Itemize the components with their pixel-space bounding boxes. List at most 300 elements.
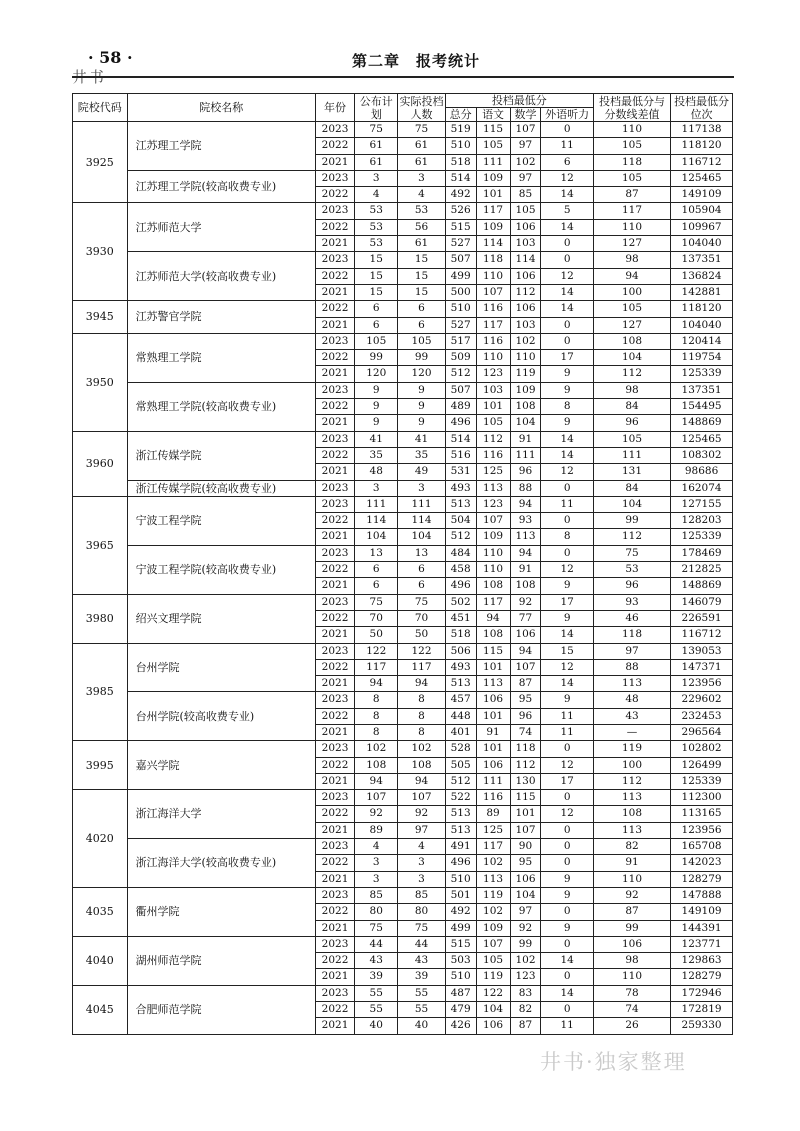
- cell-listening: 0: [541, 1002, 594, 1018]
- cell-plan: 6: [355, 562, 398, 578]
- col-code-header: 院校代码: [73, 94, 128, 122]
- cell-year: 2022: [315, 513, 354, 529]
- table-row: [73, 643, 733, 659]
- cell-diff: 97: [593, 643, 670, 659]
- cell-listening: 9: [541, 415, 594, 431]
- cell-listening: 12: [541, 562, 594, 578]
- cell-math: 94: [510, 643, 541, 659]
- cell-chinese: 106: [476, 692, 510, 708]
- table-row: [73, 594, 733, 610]
- cell-actual: 15: [398, 268, 445, 284]
- school-name: 江苏警官学院: [127, 301, 315, 334]
- cell-chinese: 105: [476, 138, 510, 154]
- cell-year: 2022: [315, 757, 354, 773]
- cell-listening: 0: [541, 790, 594, 806]
- cell-plan: 4: [355, 839, 398, 855]
- cell-plan: 94: [355, 676, 398, 692]
- cell-listening: 0: [541, 969, 594, 985]
- cell-math: 91: [510, 562, 541, 578]
- cell-math: 92: [510, 594, 541, 610]
- cell-actual: 39: [398, 969, 445, 985]
- table-row: [73, 985, 733, 1001]
- cell-chinese: 118: [476, 252, 510, 268]
- cell-actual: 55: [398, 1002, 445, 1018]
- cell-math: 113: [510, 529, 541, 545]
- cell-rank: 125339: [671, 529, 733, 545]
- cell-rank: 147371: [671, 659, 733, 675]
- cell-plan: 111: [355, 496, 398, 512]
- cell-diff: 87: [593, 904, 670, 920]
- cell-plan: 15: [355, 284, 398, 300]
- cell-total: 513: [445, 676, 476, 692]
- cell-diff: 104: [593, 350, 670, 366]
- cell-listening: 17: [541, 350, 594, 366]
- cell-diff: 98: [593, 953, 670, 969]
- cell-rank: 137351: [671, 252, 733, 268]
- cell-actual: 8: [398, 708, 445, 724]
- cell-listening: 0: [541, 333, 594, 349]
- cell-actual: 104: [398, 529, 445, 545]
- cell-listening: 12: [541, 806, 594, 822]
- cell-diff: 112: [593, 773, 670, 789]
- cell-diff: 100: [593, 757, 670, 773]
- cell-actual: 4: [398, 187, 445, 203]
- cell-math: 99: [510, 936, 541, 952]
- cell-chinese: 106: [476, 1018, 510, 1034]
- cell-actual: 44: [398, 936, 445, 952]
- cell-actual: 105: [398, 333, 445, 349]
- cell-actual: 120: [398, 366, 445, 382]
- cell-actual: 40: [398, 1018, 445, 1034]
- cell-year: 2023: [315, 887, 354, 903]
- cell-year: 2022: [315, 855, 354, 871]
- school-code: 3925: [73, 122, 128, 203]
- col-rank-header: 投档最低分位次: [671, 94, 733, 122]
- cell-year: 2021: [315, 236, 354, 252]
- cell-diff: 92: [593, 887, 670, 903]
- cell-plan: 55: [355, 1002, 398, 1018]
- cell-diff: 100: [593, 284, 670, 300]
- cell-diff: 112: [593, 529, 670, 545]
- cell-diff: 48: [593, 692, 670, 708]
- cell-rank: 116712: [671, 627, 733, 643]
- cell-plan: 9: [355, 415, 398, 431]
- cell-plan: 70: [355, 610, 398, 626]
- cell-year: 2023: [315, 692, 354, 708]
- cell-diff: 99: [593, 920, 670, 936]
- cell-chinese: 103: [476, 382, 510, 398]
- cell-chinese: 110: [476, 562, 510, 578]
- cell-actual: 4: [398, 839, 445, 855]
- cell-year: 2023: [315, 545, 354, 561]
- cell-diff: 117: [593, 203, 670, 219]
- cell-year: 2023: [315, 203, 354, 219]
- cell-chinese: 105: [476, 415, 510, 431]
- cell-total: 516: [445, 447, 476, 463]
- cell-diff: 91: [593, 855, 670, 871]
- cell-plan: 50: [355, 627, 398, 643]
- cell-total: 491: [445, 839, 476, 855]
- cell-listening: 12: [541, 464, 594, 480]
- cell-total: 504: [445, 513, 476, 529]
- table-row: [73, 496, 733, 512]
- cell-math: 115: [510, 790, 541, 806]
- cell-year: 2022: [315, 187, 354, 203]
- cell-rank: 259330: [671, 1018, 733, 1034]
- cell-total: 515: [445, 219, 476, 235]
- cell-rank: 123956: [671, 822, 733, 838]
- cell-diff: 78: [593, 985, 670, 1001]
- cell-chinese: 116: [476, 333, 510, 349]
- cell-chinese: 116: [476, 790, 510, 806]
- cell-total: 499: [445, 268, 476, 284]
- cell-rank: 105904: [671, 203, 733, 219]
- cell-year: 2022: [315, 350, 354, 366]
- table-row: [73, 252, 733, 268]
- cell-listening: 0: [541, 904, 594, 920]
- cell-plan: 61: [355, 154, 398, 170]
- cell-math: 106: [510, 268, 541, 284]
- cell-rank: 146079: [671, 594, 733, 610]
- cell-chinese: 117: [476, 594, 510, 610]
- cell-year: 2022: [315, 806, 354, 822]
- school-code: 4035: [73, 887, 128, 936]
- cell-chinese: 101: [476, 399, 510, 415]
- school-name: 浙江传媒学院(较高收费专业): [127, 480, 315, 496]
- cell-plan: 4: [355, 187, 398, 203]
- cell-plan: 107: [355, 790, 398, 806]
- cell-rank: 142881: [671, 284, 733, 300]
- cell-math: 114: [510, 252, 541, 268]
- cell-listening: 9: [541, 887, 594, 903]
- cell-chinese: 117: [476, 203, 510, 219]
- cell-rank: 149109: [671, 904, 733, 920]
- cell-actual: 8: [398, 724, 445, 740]
- cell-math: 112: [510, 284, 541, 300]
- cell-chinese: 107: [476, 284, 510, 300]
- cell-chinese: 108: [476, 578, 510, 594]
- cell-rank: 125339: [671, 366, 733, 382]
- cell-total: 518: [445, 154, 476, 170]
- school-code: 4020: [73, 790, 128, 888]
- school-code: 4040: [73, 936, 128, 985]
- cell-year: 2023: [315, 382, 354, 398]
- cell-plan: 53: [355, 236, 398, 252]
- table-row: [73, 382, 733, 398]
- cell-diff: 105: [593, 431, 670, 447]
- col-name-header: 院校名称: [127, 94, 315, 122]
- cell-chinese: 114: [476, 236, 510, 252]
- cell-math: 82: [510, 1002, 541, 1018]
- cell-rank: 109967: [671, 219, 733, 235]
- cell-math: 87: [510, 1018, 541, 1034]
- cell-chinese: 101: [476, 659, 510, 675]
- col-year-header: 年份: [315, 94, 354, 122]
- cell-total: 401: [445, 724, 476, 740]
- cell-listening: 9: [541, 610, 594, 626]
- cell-diff: 88: [593, 659, 670, 675]
- cell-year: 2022: [315, 708, 354, 724]
- cell-chinese: 101: [476, 187, 510, 203]
- cell-actual: 3: [398, 170, 445, 186]
- cell-year: 2023: [315, 643, 354, 659]
- cell-listening: 8: [541, 399, 594, 415]
- cell-plan: 75: [355, 920, 398, 936]
- cell-diff: 87: [593, 187, 670, 203]
- cell-chinese: 109: [476, 170, 510, 186]
- cell-diff: 84: [593, 480, 670, 496]
- school-name: 浙江海洋大学: [127, 790, 315, 839]
- cell-actual: 3: [398, 480, 445, 496]
- cell-year: 2022: [315, 659, 354, 675]
- cell-actual: 8: [398, 692, 445, 708]
- cell-listening: 0: [541, 855, 594, 871]
- cell-math: 91: [510, 431, 541, 447]
- cell-year: 2021: [315, 1018, 354, 1034]
- cell-plan: 85: [355, 887, 398, 903]
- col-math-header: 数学: [510, 108, 541, 122]
- cell-actual: 55: [398, 985, 445, 1001]
- cell-rank: 226591: [671, 610, 733, 626]
- cell-plan: 6: [355, 301, 398, 317]
- cell-math: 118: [510, 741, 541, 757]
- cell-actual: 85: [398, 887, 445, 903]
- cell-total: 507: [445, 252, 476, 268]
- cell-listening: 9: [541, 578, 594, 594]
- cell-actual: 50: [398, 627, 445, 643]
- cell-rank: 104040: [671, 317, 733, 333]
- cell-diff: 131: [593, 464, 670, 480]
- cell-actual: 108: [398, 757, 445, 773]
- cell-year: 2022: [315, 268, 354, 284]
- cell-chinese: 125: [476, 464, 510, 480]
- cell-actual: 99: [398, 350, 445, 366]
- cell-math: 107: [510, 659, 541, 675]
- cell-rank: 120414: [671, 333, 733, 349]
- cell-math: 102: [510, 953, 541, 969]
- cell-math: 106: [510, 627, 541, 643]
- cell-rank: 154495: [671, 399, 733, 415]
- cell-plan: 13: [355, 545, 398, 561]
- cell-year: 2021: [315, 415, 354, 431]
- cell-total: 513: [445, 822, 476, 838]
- cell-diff: 43: [593, 708, 670, 724]
- school-name: 合肥师范学院: [127, 985, 315, 1034]
- cell-diff: 75: [593, 545, 670, 561]
- cell-actual: 102: [398, 741, 445, 757]
- school-name: 浙江传媒学院: [127, 431, 315, 480]
- cell-chinese: 104: [476, 1002, 510, 1018]
- cell-year: 2022: [315, 219, 354, 235]
- cell-total: 512: [445, 366, 476, 382]
- cell-year: 2023: [315, 936, 354, 952]
- cell-rank: 118120: [671, 138, 733, 154]
- cell-plan: 80: [355, 904, 398, 920]
- table-row: [73, 431, 733, 447]
- table-row: [73, 790, 733, 806]
- cell-plan: 55: [355, 985, 398, 1001]
- cell-plan: 48: [355, 464, 398, 480]
- cell-plan: 15: [355, 268, 398, 284]
- cell-plan: 9: [355, 382, 398, 398]
- cell-rank: 108302: [671, 447, 733, 463]
- cell-actual: 41: [398, 431, 445, 447]
- cell-year: 2021: [315, 529, 354, 545]
- cell-math: 123: [510, 969, 541, 985]
- school-code: 3995: [73, 741, 128, 790]
- cell-chinese: 111: [476, 773, 510, 789]
- cell-plan: 9: [355, 399, 398, 415]
- cell-year: 2021: [315, 676, 354, 692]
- cell-rank: 128203: [671, 513, 733, 529]
- cell-diff: 111: [593, 447, 670, 463]
- col-chinese-header: 语文: [476, 108, 510, 122]
- cell-plan: 92: [355, 806, 398, 822]
- cell-total: 512: [445, 773, 476, 789]
- cell-listening: 14: [541, 187, 594, 203]
- table-row: [73, 301, 733, 317]
- cell-total: 509: [445, 350, 476, 366]
- cell-year: 2023: [315, 480, 354, 496]
- cell-math: 90: [510, 839, 541, 855]
- cell-rank: 129863: [671, 953, 733, 969]
- cell-listening: 9: [541, 871, 594, 887]
- cell-actual: 114: [398, 513, 445, 529]
- cell-chinese: 123: [476, 496, 510, 512]
- cell-chinese: 116: [476, 447, 510, 463]
- cell-diff: 98: [593, 382, 670, 398]
- cell-year: 2021: [315, 154, 354, 170]
- cell-total: 492: [445, 187, 476, 203]
- school-name: 常熟理工学院(较高收费专业): [127, 382, 315, 431]
- cell-listening: 14: [541, 301, 594, 317]
- cell-listening: 14: [541, 985, 594, 1001]
- cell-listening: 14: [541, 284, 594, 300]
- cell-total: 502: [445, 594, 476, 610]
- cell-total: 514: [445, 170, 476, 186]
- cell-rank: 102802: [671, 741, 733, 757]
- cell-actual: 49: [398, 464, 445, 480]
- cell-actual: 61: [398, 236, 445, 252]
- cell-chinese: 102: [476, 855, 510, 871]
- cell-listening: 0: [541, 741, 594, 757]
- school-name: 宁波工程学院(较高收费专业): [127, 545, 315, 594]
- cell-actual: 6: [398, 317, 445, 333]
- cell-math: 97: [510, 904, 541, 920]
- cell-plan: 43: [355, 953, 398, 969]
- cell-plan: 3: [355, 855, 398, 871]
- cell-listening: 11: [541, 1018, 594, 1034]
- school-name: 宁波工程学院: [127, 496, 315, 545]
- cell-year: 2021: [315, 464, 354, 480]
- footer-watermark: 井书·独家整理: [540, 1050, 687, 1074]
- cell-math: 85: [510, 187, 541, 203]
- cell-math: 106: [510, 219, 541, 235]
- cell-total: 513: [445, 496, 476, 512]
- cell-listening: 12: [541, 757, 594, 773]
- cell-total: 496: [445, 415, 476, 431]
- school-name: 嘉兴学院: [127, 741, 315, 790]
- cell-chinese: 117: [476, 839, 510, 855]
- cell-rank: 144391: [671, 920, 733, 936]
- cell-math: 101: [510, 806, 541, 822]
- cell-rank: 172946: [671, 985, 733, 1001]
- cell-chinese: 94: [476, 610, 510, 626]
- cell-total: 451: [445, 610, 476, 626]
- cell-actual: 80: [398, 904, 445, 920]
- school-name: 台州学院(较高收费专业): [127, 692, 315, 741]
- cell-math: 119: [510, 366, 541, 382]
- cell-total: 518: [445, 627, 476, 643]
- cell-listening: 0: [541, 317, 594, 333]
- cell-rank: 125465: [671, 170, 733, 186]
- cell-math: 108: [510, 578, 541, 594]
- cell-listening: 0: [541, 822, 594, 838]
- col-min-group-header: 投档最低分: [445, 94, 593, 108]
- cell-math: 106: [510, 871, 541, 887]
- cell-actual: 3: [398, 871, 445, 887]
- cell-total: 531: [445, 464, 476, 480]
- cell-diff: 108: [593, 333, 670, 349]
- page-header: [0, 0, 800, 95]
- cell-rank: 113165: [671, 806, 733, 822]
- cell-rank: 232453: [671, 708, 733, 724]
- cell-plan: 114: [355, 513, 398, 529]
- cell-chinese: 107: [476, 936, 510, 952]
- col-plan-header: 公布计划: [355, 94, 398, 122]
- school-name: 江苏师范大学(较高收费专业): [127, 252, 315, 301]
- cell-total: 489: [445, 399, 476, 415]
- cell-listening: 6: [541, 154, 594, 170]
- cell-actual: 6: [398, 578, 445, 594]
- school-name: 绍兴文理学院: [127, 594, 315, 643]
- cell-year: 2022: [315, 447, 354, 463]
- cell-actual: 56: [398, 219, 445, 235]
- cell-actual: 43: [398, 953, 445, 969]
- cell-plan: 120: [355, 366, 398, 382]
- cell-plan: 8: [355, 692, 398, 708]
- cell-listening: 14: [541, 627, 594, 643]
- cell-rank: 123956: [671, 676, 733, 692]
- cell-year: 2022: [315, 953, 354, 969]
- cell-total: 499: [445, 920, 476, 936]
- cell-chinese: 109: [476, 529, 510, 545]
- cell-year: 2023: [315, 122, 354, 138]
- cell-total: 512: [445, 529, 476, 545]
- cell-chinese: 110: [476, 350, 510, 366]
- school-code: 3965: [73, 496, 128, 594]
- cell-chinese: 110: [476, 545, 510, 561]
- cell-listening: 11: [541, 724, 594, 740]
- cell-total: 448: [445, 708, 476, 724]
- cell-total: 526: [445, 203, 476, 219]
- cell-total: 493: [445, 659, 476, 675]
- cell-listening: 15: [541, 643, 594, 659]
- cell-plan: 35: [355, 447, 398, 463]
- cell-plan: 122: [355, 643, 398, 659]
- cell-diff: 106: [593, 936, 670, 952]
- table-row: [73, 480, 733, 496]
- cell-rank: 126499: [671, 757, 733, 773]
- cell-year: 2021: [315, 578, 354, 594]
- cell-plan: 94: [355, 773, 398, 789]
- cell-listening: 0: [541, 252, 594, 268]
- cell-diff: 108: [593, 806, 670, 822]
- school-code: 3950: [73, 333, 128, 431]
- cell-total: 522: [445, 790, 476, 806]
- cell-diff: 74: [593, 1002, 670, 1018]
- cell-math: 102: [510, 154, 541, 170]
